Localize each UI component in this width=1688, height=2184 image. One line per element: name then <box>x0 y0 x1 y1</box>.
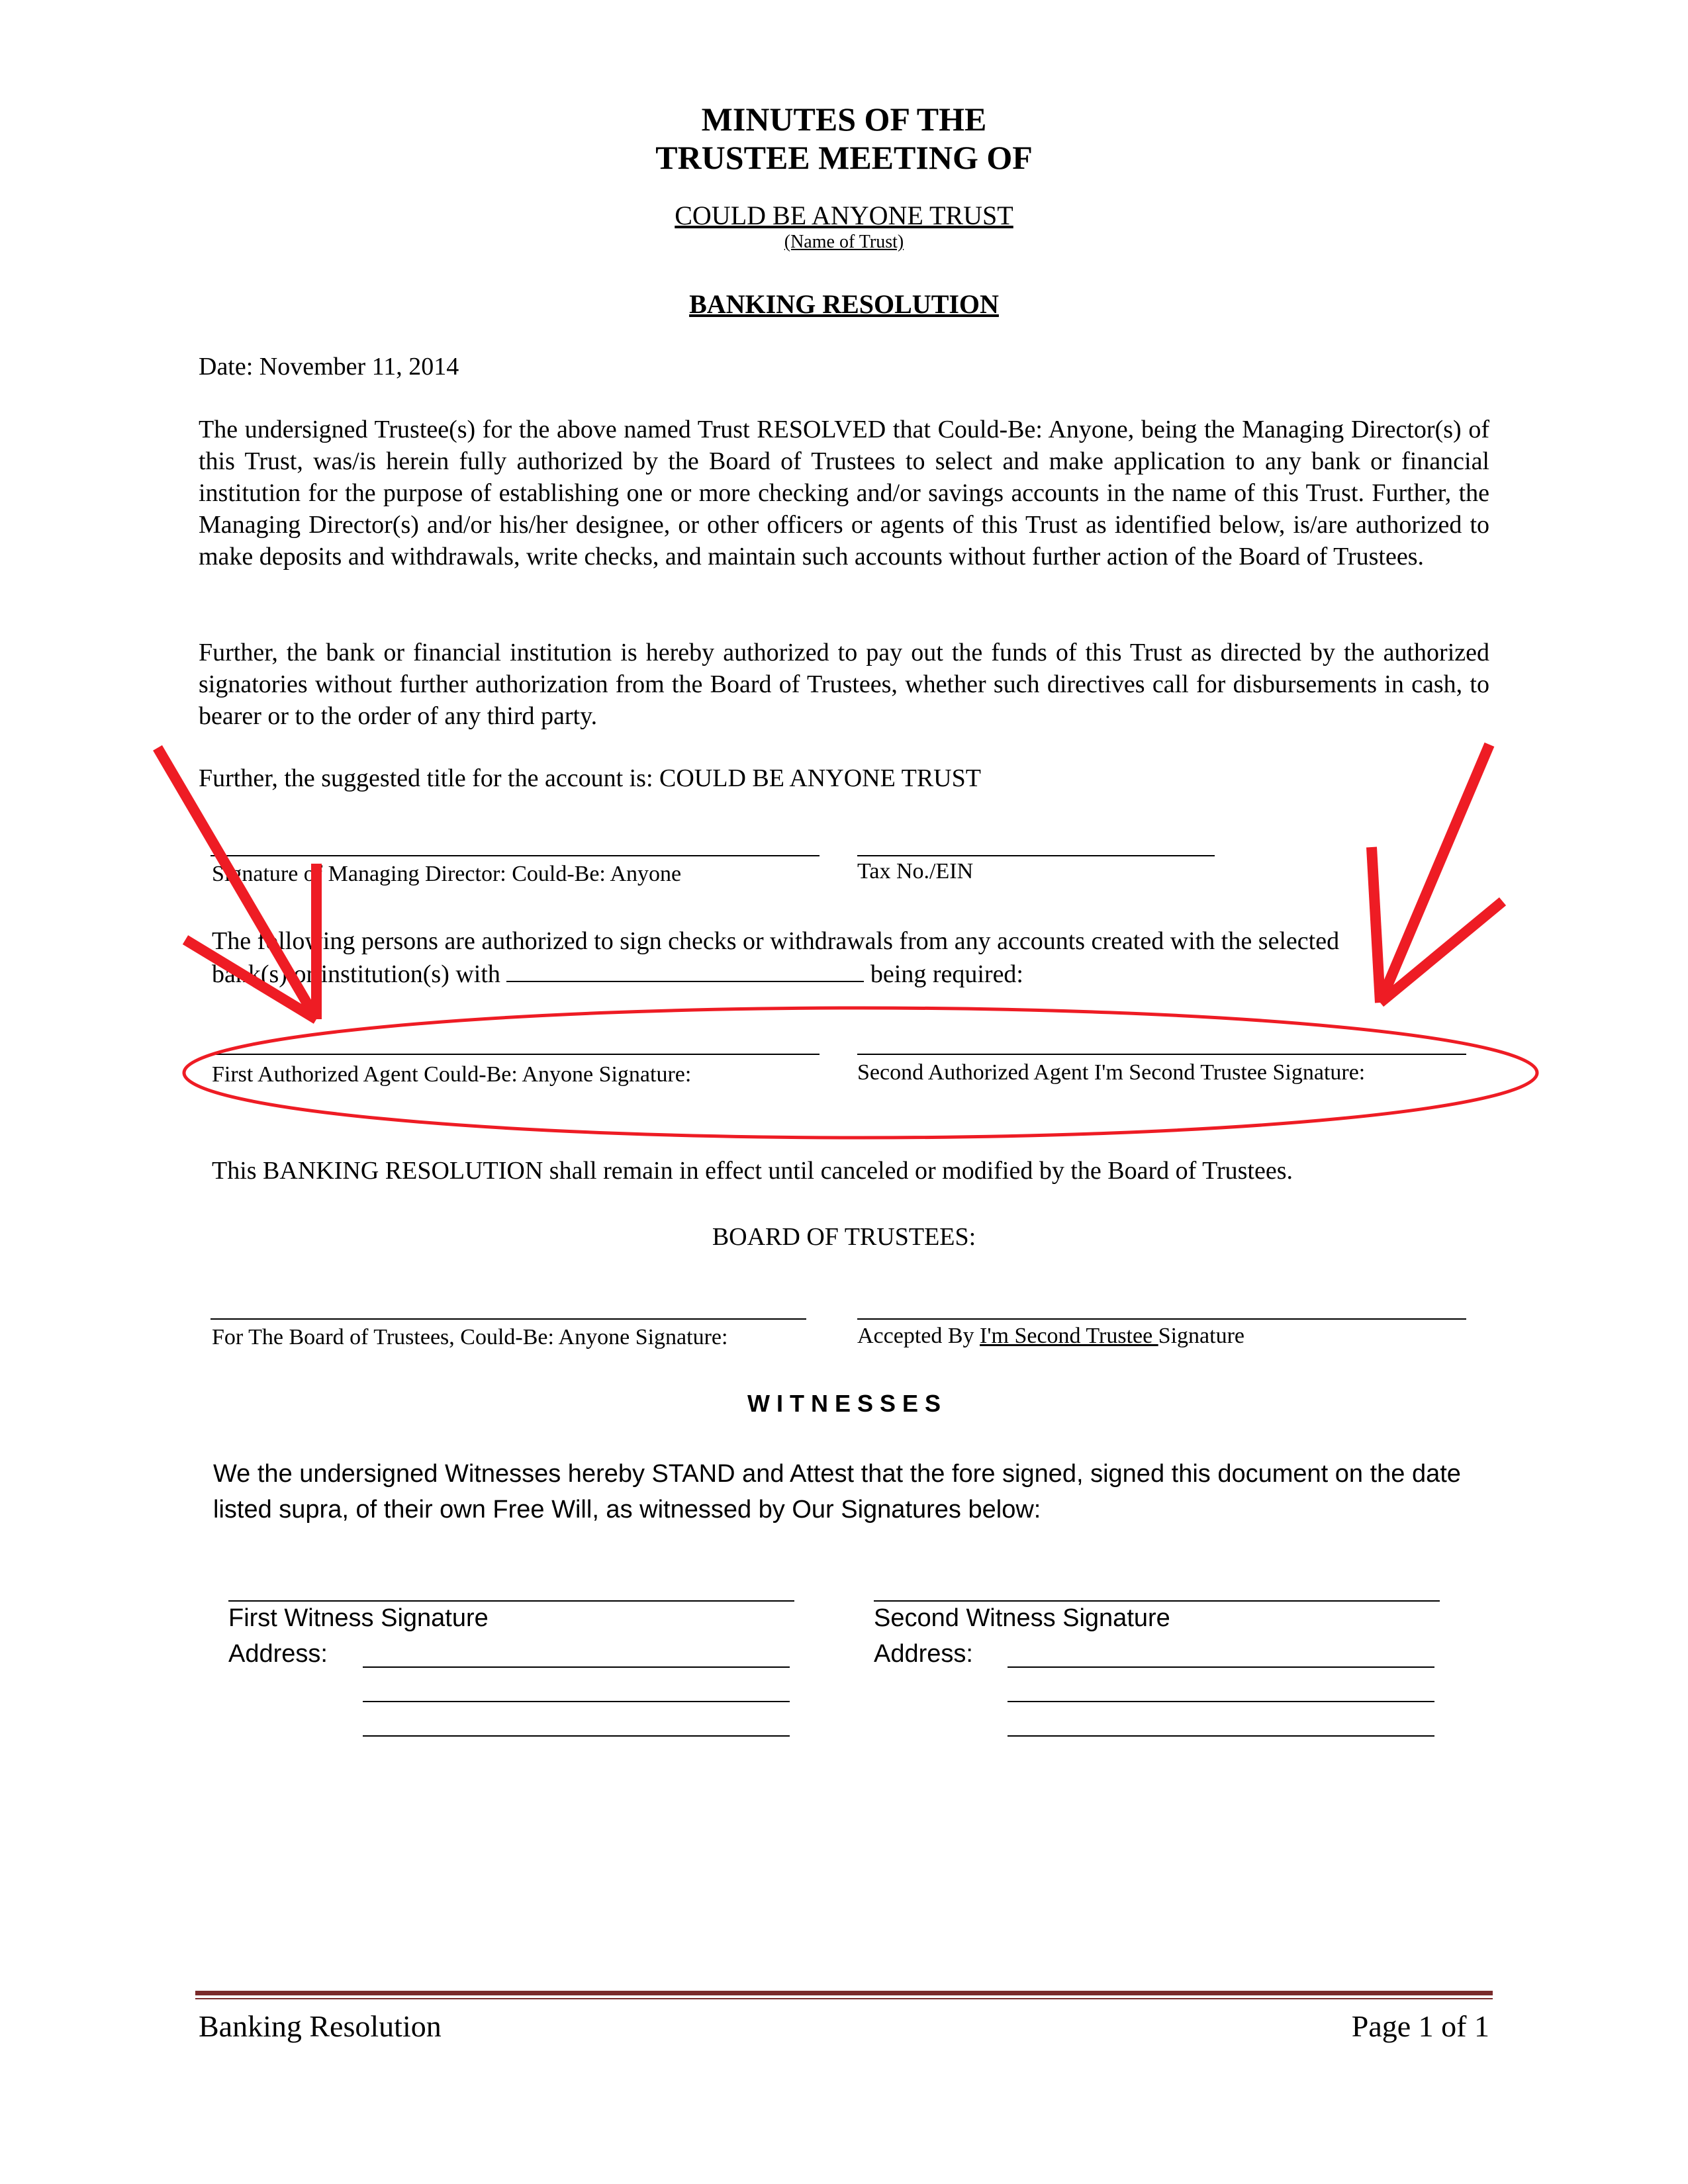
title-line-2: TRUSTEE MEETING OF <box>655 139 1033 176</box>
accepted-by-post: Signature <box>1158 1324 1244 1348</box>
board-heading: BOARD OF TRUSTEES: <box>712 1223 976 1251</box>
date-line: Date: November 11, 2014 <box>199 353 459 381</box>
board-signature-label: For The Board of Trustees, Could-Be: Anyone Signature: <box>212 1325 728 1349</box>
first-witness-address-label: Address: <box>228 1640 328 1668</box>
section-title: BANKING RESOLUTION <box>689 289 999 319</box>
highlight-ellipse <box>184 1008 1537 1138</box>
left-arrow-icon <box>158 748 316 1019</box>
authorized-persons-line-1: The following persons are authorized to sign checks or withdrawals from any accounts created with the selected <box>212 927 1340 955</box>
authorized-persons-pre: bank(s) or institution(s) with <box>212 960 500 988</box>
accepted-by-name: I'm Second Trustee <box>980 1324 1158 1348</box>
tax-number-label: Tax No./EIN <box>857 859 974 884</box>
paragraph-1: The undersigned Trustee(s) for the above named Trust RESOLVED that Could-Be: Anyone, being the Managing Director(s) of this Trust, was/is herein fully authorized by the Board of Trustees to select and make application to any bank or financial institution for the purpose of establishing one or more checking and/or savings accounts in the name of this Trust. Further, the Managing Director(s) and/or his/her designee, or other officers or agents of this Trust as identified below, is/are authorized to make deposits and withdrawals, write checks, and maintain such accounts without further action of the Board of Trustees. <box>199 416 1489 570</box>
first-witness-label: First Witness Signature <box>228 1604 489 1632</box>
witnesses-heading: W I T N E S S E S <box>747 1390 941 1417</box>
paragraph-2: Further, the bank or financial institution is hereby authorized to pay out the funds of this Trust as directed by the authorized signatories without further authorization from the Board of Trustees, whether such directives call for disbursements in cash, to bearer or to the order of any third party. <box>199 639 1489 730</box>
paragraph-3: Further, the suggested title for the account is: COULD BE ANYONE TRUST <box>199 764 981 792</box>
second-agent-label: Second Authorized Agent I'm Second Trustee Signature: <box>857 1060 1366 1085</box>
footer-left: Banking Resolution <box>199 2009 442 2043</box>
first-agent-label: First Authorized Agent Could-Be: Anyone Signature: <box>212 1062 692 1087</box>
authorized-persons-post: being required: <box>870 960 1023 988</box>
witnesses-text-line-2: listed supra, of their own Free Will, as witnessed by Our Signatures below: <box>213 1496 1041 1524</box>
right-arrow-icon <box>1372 745 1503 1003</box>
resolution-effect-text: This BANKING RESOLUTION shall remain in effect until canceled or modified by the Board of Trustees. <box>212 1157 1293 1185</box>
footer-right: Page 1 of 1 <box>1351 2009 1489 2043</box>
trust-name: COULD BE ANYONE TRUST <box>675 201 1013 230</box>
trust-name-caption: (Name of Trust) <box>784 232 904 252</box>
second-witness-label: Second Witness Signature <box>874 1604 1170 1632</box>
witnesses-text-line-1: We the undersigned Witnesses hereby STAND and Attest that the fore signed, signed this document on the date <box>213 1460 1461 1488</box>
managing-director-signature-label: Signature of Managing Director: Could-Be: Anyone <box>212 862 682 886</box>
accepted-by-pre: Accepted By <box>857 1324 980 1348</box>
title-line-1: MINUTES OF THE <box>701 101 987 138</box>
second-witness-address-label: Address: <box>874 1640 973 1668</box>
